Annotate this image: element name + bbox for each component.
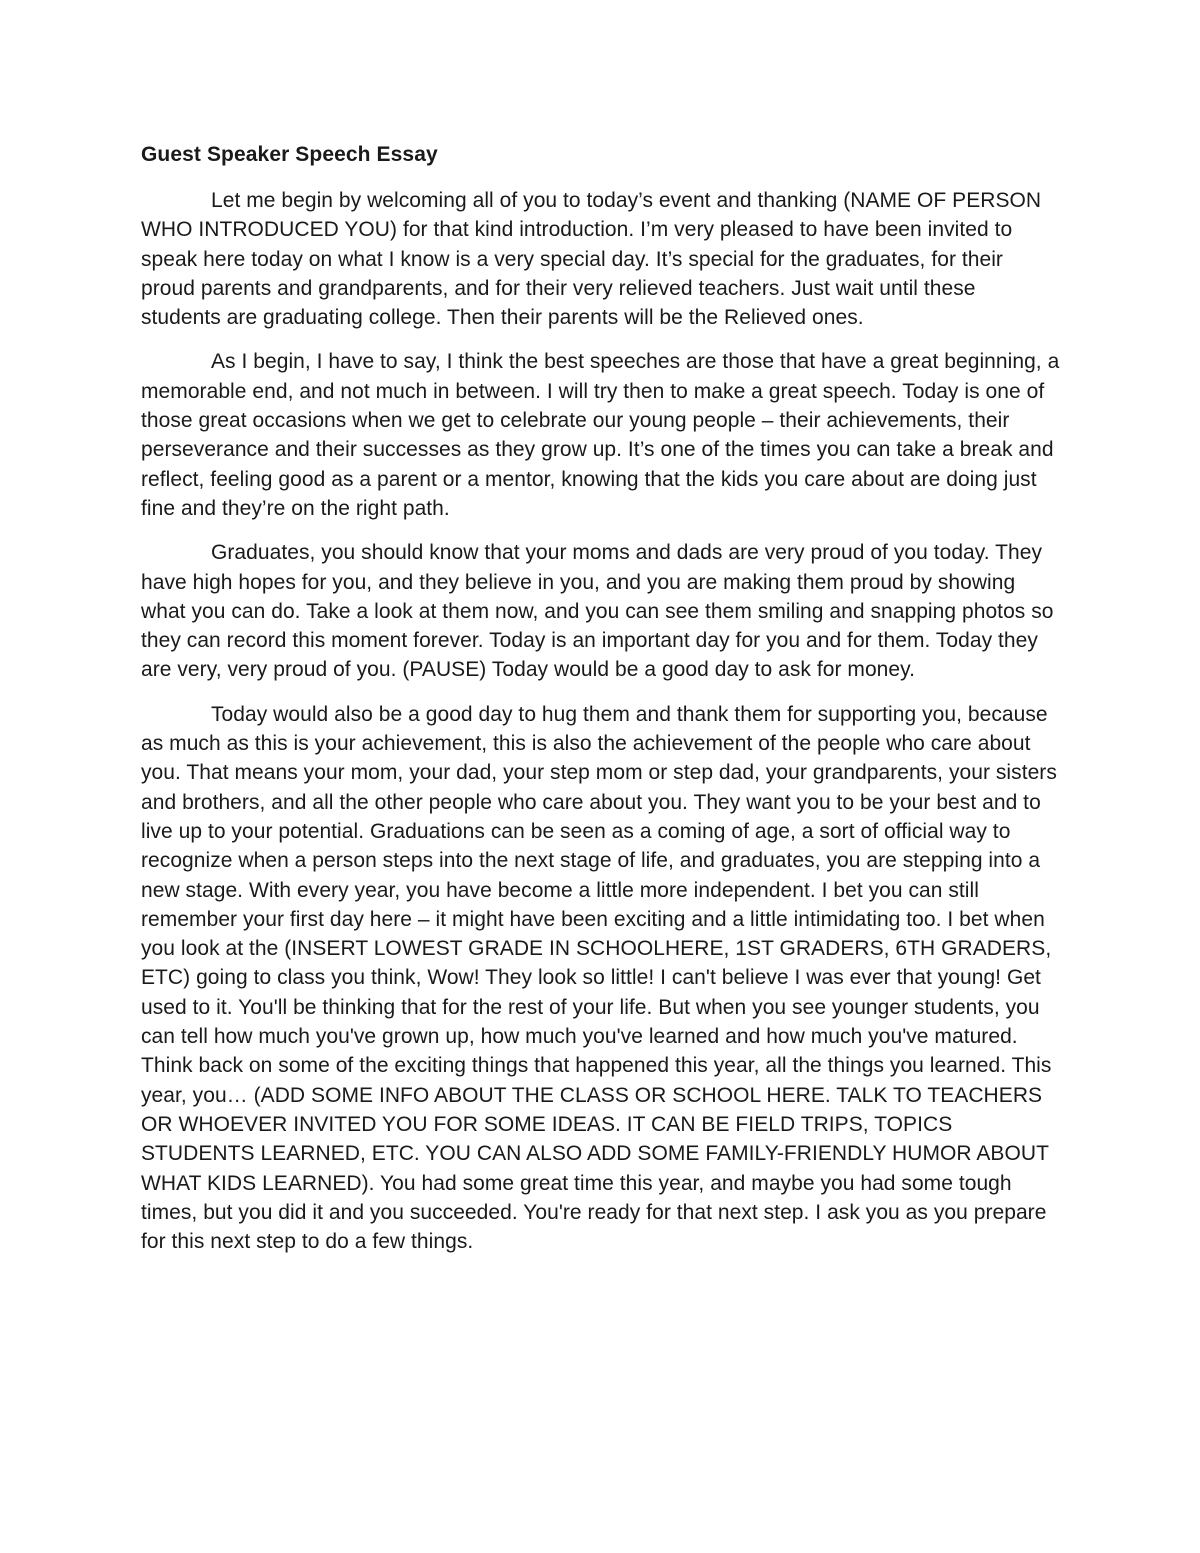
paragraph-4: Today would also be a good day to hug them and thank them for supporting you, because as much as this is your achievement, this is also the achievement of the people who care about you. That means your mom, your dad, your step mom or step dad, your grandparents, your sisters and brothers, and all the other people who care about you. They want you to be your best and to live up to your potential. Graduations can be seen as a coming of age, a sort of official way to recognize when a person steps into the next stage of life, and graduates, you are stepping into a new stage. With every year, you have become a little more independent. I bet you can still remember your first day here – it might have been exciting and a little intimidating too. I bet when you look at the (INSERT LOWEST GRADE IN SCHOOLHERE, 1ST GRADERS, 6TH GRADERS, ETC) going to class you think, Wow! They look so little! I can't believe I was ever that young! Get used to it. You'll be thinking that for the rest of your life. But when you see younger students, you can tell how much you've grown up, how much you've learned and how much you've matured. Think back on some of the exciting things that happened this year, all the things you learned. This year, you… (ADD SOME INFO ABOUT THE CLASS OR SCHOOL HERE. TALK TO TEACHERS OR WHOEVER INVITED YOU FOR SOME IDEAS. IT CAN BE FIELD TRIPS, TOPICS STUDENTS LEARNED, ETC. YOU CAN ALSO ADD SOME FAMILY-FRIENDLY HUMOR ABOUT WHAT KIDS LEARNED). You had some great time this year, and maybe you had some tough times, but you did it and you succeeded. You're ready for that next step. I ask you as you prepare for this next step to do a few things. bbox=[141, 702, 1057, 1254]
paragraph-2: As I begin, I have to say, I think the best speeches are those that have a great beginning, a memorable end, and not much in between. I will try then to make a great speech. Today is one of those great occasions when we get to celebrate our young people – their achievements, their perseverance and their successes as they grow up. It’s one of the times you can take a break and reflect, feeling good as a parent or a mentor, knowing that the kids you care about are doing just fine and they’re on the right path. bbox=[141, 350, 1060, 520]
paragraph-3: Graduates, you should know that your moms and dads are very proud of you today. They have high hopes for you, and they believe in you, and you are making them proud by showing what you can do. Take a look at them now, and you can see them smiling and snapping photos so they can record this moment forever. Today is an important day for you and for them. Today they are very, very proud of you. (PAUSE) Today would be a good day to ask for money. bbox=[141, 541, 1054, 682]
paragraph-1: Let me begin by welcoming all of you to today’s event and thanking (NAME OF PERSON WHO INTRODUCED YOU) for that kind introduction. I’m very pleased to have been invited to speak here today on what I know is a very special day. It’s special for the graduates, for their proud parents and grandparents, and for their very relieved teachers. Just wait until these students are graduating college. Then their parents will be the Relieved ones. bbox=[141, 189, 1042, 330]
document-title: Guest Speaker Speech Essay bbox=[141, 143, 438, 166]
document-body bbox=[141, 140, 1061, 1271]
